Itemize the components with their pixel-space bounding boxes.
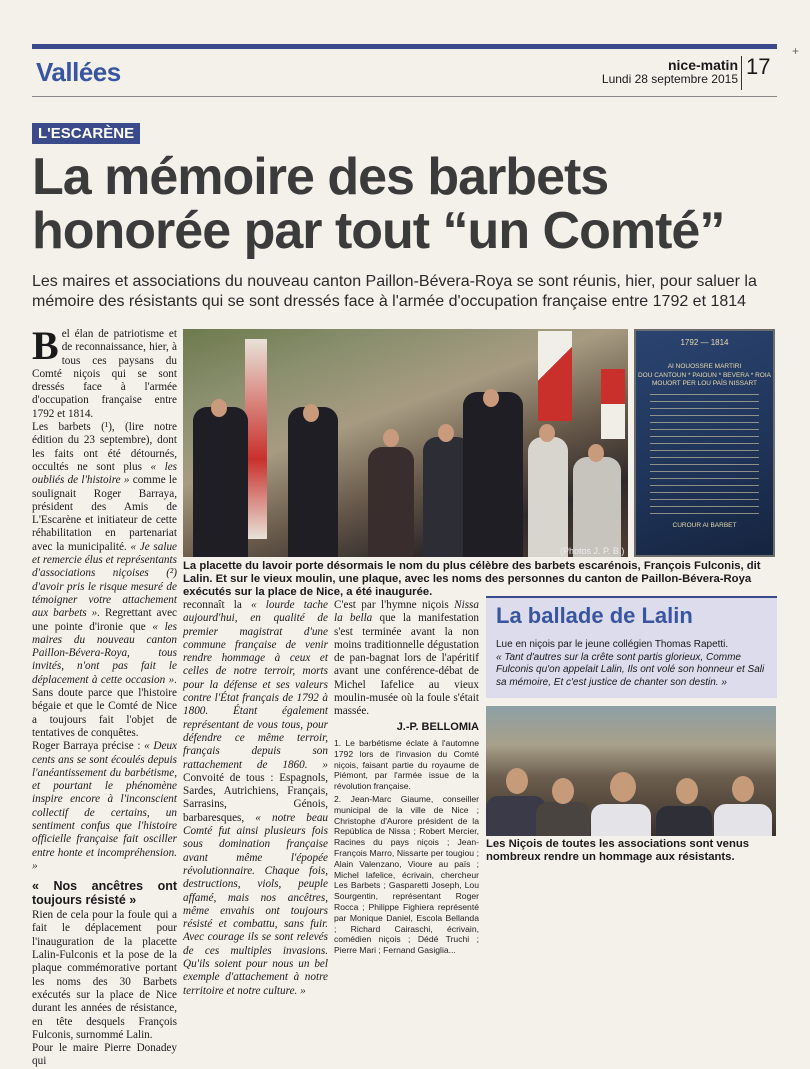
col3-song-title: Nissa la bella — [334, 599, 479, 625]
person — [656, 806, 712, 836]
plaque-line: DOU CANTOUN * PAIOUN * BEVERA * ROIA — [637, 371, 772, 379]
header-rule — [32, 96, 777, 97]
person — [528, 437, 568, 557]
person — [368, 447, 414, 557]
person-head — [303, 404, 319, 422]
person-head — [211, 399, 227, 417]
person-head — [588, 444, 604, 462]
plaque-line: MOUORT PER LOU PAÏS NISSART — [652, 379, 757, 387]
flag — [601, 369, 625, 439]
plaque-dates: 1792 — 1814 — [680, 338, 729, 347]
col2-quote: « lourde tache aujourd'hui, en qualité de premier magistrat d'une commune française de venir rendre hommage à ceux et celles de notre terroir, morts pour la défense et ses valeurs contre l'État français de 1792 à 1800. Étant également représentant de vous tous, pour défendre ce même terroir, français depuis son rattachement de 1860. » — [183, 599, 328, 771]
plaque-names-list — [650, 394, 759, 516]
person-head — [610, 772, 636, 802]
person-head — [552, 778, 574, 804]
person — [714, 804, 772, 836]
photo-credit: (Photos J. P. B.) — [560, 546, 625, 556]
article-column-1 — [32, 323, 178, 1068]
person — [463, 392, 523, 557]
dropcap: B — [32, 323, 59, 368]
registration-mark: + — [792, 44, 800, 58]
ballade-title: La ballade de Lalin — [496, 603, 693, 628]
col1-quote: « les maires du nouveau canton Paillon-Bévera-Roya, tous invités, n'ont pas fait le déplacement à cette occasion ». — [32, 620, 177, 686]
standfirst: Les maires et associations du nouveau canton Paillon-Bévera-Roya se sont réunis, hier, pour saluer la mémoire des résistants qui se sont dressés face à l'armée d'occupation française entre 1792 et 1814 — [32, 273, 757, 310]
col1-para-1: el élan de patriotisme et de reconnaissance, hier, à tous ces paysans du Comté niçois qui se sont dressés face à l'armée d'occupation française entre 1792 et 1814. — [32, 328, 177, 420]
col1-text: Regrettant avec une pointe d'ironie que — [32, 607, 178, 633]
headline-line-2: honorée par tout “un Comté” — [32, 202, 725, 260]
section-title: Vallées — [36, 57, 121, 87]
ceremony-photo — [183, 329, 628, 557]
col1-para-4: Rien de cela pour la foule qui a fait le déplacement pour l'inauguration de la placette Lalin-Fulconis et la pose de la plaque commémorative portant les noms des 30 Barbets exécutés sur la place de Nice durant les années de résistance, en tête desquels François Fulconis, surnommé Lalin. — [32, 909, 177, 1041]
col3-text: C'est par l'hymne niçois — [334, 599, 449, 611]
subheading: « Nos ancêtres ont toujours résisté » — [32, 879, 177, 908]
person-head — [483, 389, 499, 407]
col1-text: Les barbets (¹), (lire notre édition du 23 septembre), dont les faits ont été détournés, occultés ne sont plus — [32, 421, 177, 473]
page-number: 17 — [746, 54, 771, 79]
person-head — [383, 429, 399, 447]
photo-caption: La placette du lavoir porte désormais le nom du plus célèbre des barbets escarénois, François Fulconis, dit Lalin. Et sur le vieux moulin, une plaque, avec les noms des personnes du canton de Paillon-Bévera-Roya exécutés sur la place de Nice, a été inaugurée. — [183, 560, 761, 598]
article-column-2 — [183, 599, 329, 997]
ballade-body — [496, 639, 766, 689]
location-kicker: L'ESCARÈNE — [32, 123, 140, 144]
person — [288, 407, 338, 557]
footnote-2: 2. Jean-Marc Giaume, conseiller municipal de la ville de Nice ; Christophe d'Aurore président de la República de Nissa ; Robert Mercier, Racines du pays niçois ; Jean-François Marro, Nissarte per tougiou ; Alain Valenzano, Vioure au païs ; Michel Iafelice, écrivain, chercheur Les Barbets ; Gasparetti Joseph, Lou Sourgentin, représentant Roger Rocca ; Philippe Fighiera représenté par Monique Daniel, Escola Bellanda ; Richard Cairaschi, écrivain, comédien niçois ; Dédé Truchi ; Pierre Mari ; Fernand Gasiglia... — [334, 793, 479, 956]
flag — [245, 339, 267, 539]
col2-text: reconnaît la — [183, 599, 242, 611]
crowd-photo-caption: Les Niçois de toutes les associations sont venus nombreux rendre un hommage aux résistants. — [486, 838, 750, 863]
col1-quote: « Je salue et remercie élus et représentants d'associations niçoises (²) d'avoir pris le risque mesuré de témoigner votre attachement aux barbets ». — [32, 540, 178, 620]
crowd-photo — [486, 706, 776, 836]
headline-line-1: La mémoire des barbets — [32, 148, 609, 206]
author-signature: J.-P. BELLOMIA — [396, 720, 479, 733]
ballade-verse: « Tant d'autres sur la crête sont partis glorieux, Comme Fulconis qu'on appelait Lalin, Ils ont volé son honneur et Sali sa mémoire, Et c'est justice de chanter son destin. » — [496, 651, 765, 688]
ballade-intro: Lue en niçois par le jeune collégien Thomas Rapetti. — [496, 639, 729, 650]
person-head — [506, 768, 528, 794]
person-head — [732, 776, 754, 802]
col1-text: Roger Barraya précise : — [32, 740, 141, 753]
person-head — [438, 424, 454, 442]
article-column-3 — [334, 599, 480, 956]
header-divider — [741, 56, 742, 90]
col1-text: Sans doute parce que l'histoire bégaie et que le Comté de Nice a toujours fait l'objet de tentatives de conquêtes. — [32, 687, 177, 739]
footnote-1: 1. Le barbétisme éclate à l'automne 1792 lors de l'invasion du Comté niçois, faisant partie du royaume de Piémont, par l'armée issue de la révolution française. — [334, 737, 479, 792]
headline — [32, 150, 782, 258]
person-head — [539, 424, 555, 442]
col1-quote: « les oubliés de l'histoire » — [32, 460, 178, 487]
col1-quote: « Deux cents ans se sont écoulés depuis l'anéantissement du barbétisme, et pourtant le phénomène inspire encore à l'inconscient collectif de certains, un sentiment confus que l'histoire officielle française fait osciller entre honte et incompréhension. » — [32, 740, 178, 872]
flag — [538, 331, 572, 421]
newspaper-name: nice-matin — [667, 57, 738, 73]
person-head — [676, 778, 698, 804]
col1-text: comme le soulignait Roger Barraya, président des Amis de L'Escarène et initiateur de cette réhabilitation en partenariat avec la municipalité. — [32, 474, 177, 553]
person — [193, 407, 248, 557]
plaque-line: AI NOUOSSRE MARTIRI — [667, 363, 742, 371]
issue-date: Lundi 28 septembre 2015 — [601, 72, 738, 86]
top-rule — [32, 44, 777, 49]
col2-quote: « notre beau Comté fut ainsi plusieurs fois sous domination française avant même l'épopée révolutionnaire. Chaque fois, destructions, viols, peuple affamé, mais nos ancêtres, même envahis ont toujours résisté et combattu, sans fuir. Avec courage ils se sont relevés de ces multiples invasions. Qu'ils soient pour nous un bel exemple d'attachement à notre territoire et notre culture. » — [183, 811, 329, 997]
person — [536, 802, 590, 836]
col3-text: que la manifestation s'est terminée avant la non moins traditionnelle dégustation de pan-bagnat lors de l'apéritif avant une conférence-débat de Michel Iafelice au vieux moulin-musée où la foule s'était massée. — [334, 612, 480, 718]
col2-text: Convoité de tous : Espagnols, Sardes, Autrichiens, Français, Sarrasins, Génois, barbaresques, — [183, 771, 328, 824]
plaque-photo — [634, 329, 775, 557]
col1-para-5: Pour le maire Pierre Donadey qui — [32, 1042, 177, 1068]
ballade-box — [486, 598, 777, 698]
person — [573, 457, 621, 557]
plaque-footer: CUROUR AI BARBET — [672, 522, 737, 530]
footnotes — [334, 738, 479, 956]
person — [591, 804, 651, 836]
